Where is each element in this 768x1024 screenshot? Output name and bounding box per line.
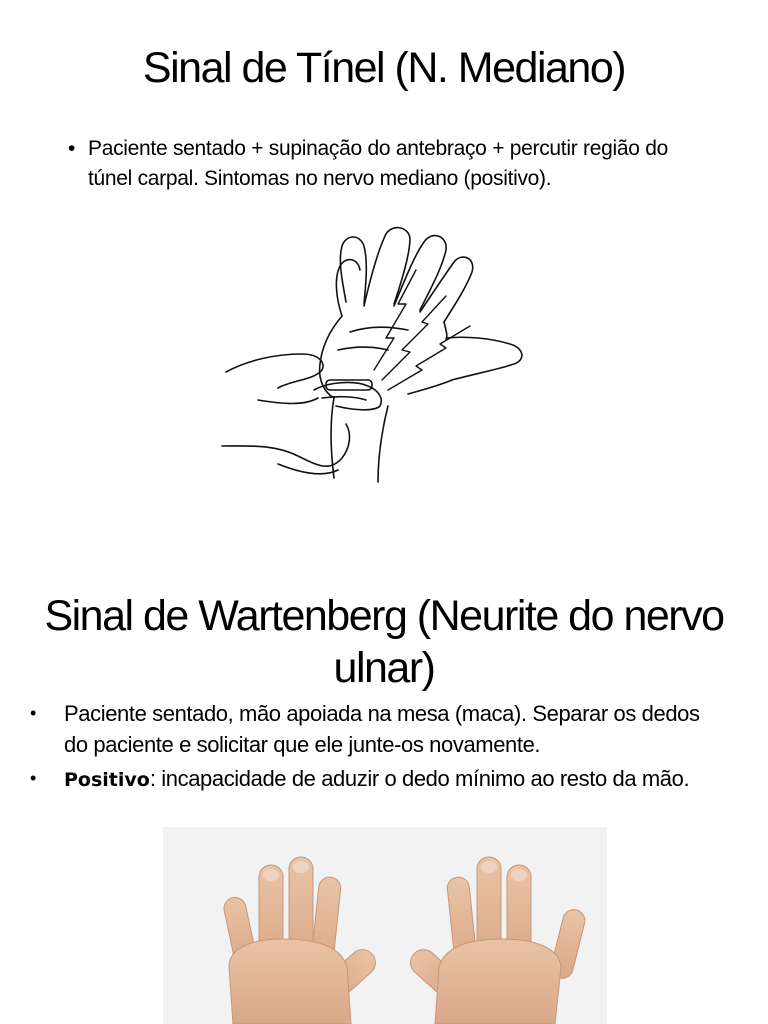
bullet-marker: •: [30, 703, 36, 723]
tinel-bullet-item: [68, 134, 668, 194]
wartenberg-bullet-text: : incapacidade de aduzir o dedo mínimo ao resto da mão.: [149, 766, 690, 791]
wartenberg-bullet-text: Paciente sentado, mão apoiada na mesa (maca). Separar os dedos do paciente e solicitar que ele junte-os novamente.: [64, 701, 700, 757]
slide-title-wartenberg: Sinal de Wartenberg (Neurite do nervo ulnar): [44, 592, 724, 692]
wartenberg-bullet-list: [30, 698, 710, 799]
slide-wartenberg: [0, 540, 768, 1024]
slide-title-tinel: Sinal de Tínel (N. Mediano): [142, 44, 626, 92]
bullet-marker: •: [68, 137, 76, 160]
bullet-marker: •: [30, 768, 36, 788]
wartenberg-bullet-item: [30, 763, 710, 796]
wartenberg-photo: [163, 827, 607, 1024]
positivo-label: Positivo: [64, 769, 150, 791]
hands-photo-drawing: [163, 827, 607, 1024]
tinel-hand-illustration: [218, 220, 534, 490]
wartenberg-bullet-item: [30, 698, 710, 760]
tinel-bullet-text: Paciente sentado + supinação do antebraço + percutir região do túnel carpal. Sintomas no nervo mediano (positivo).: [88, 137, 668, 190]
